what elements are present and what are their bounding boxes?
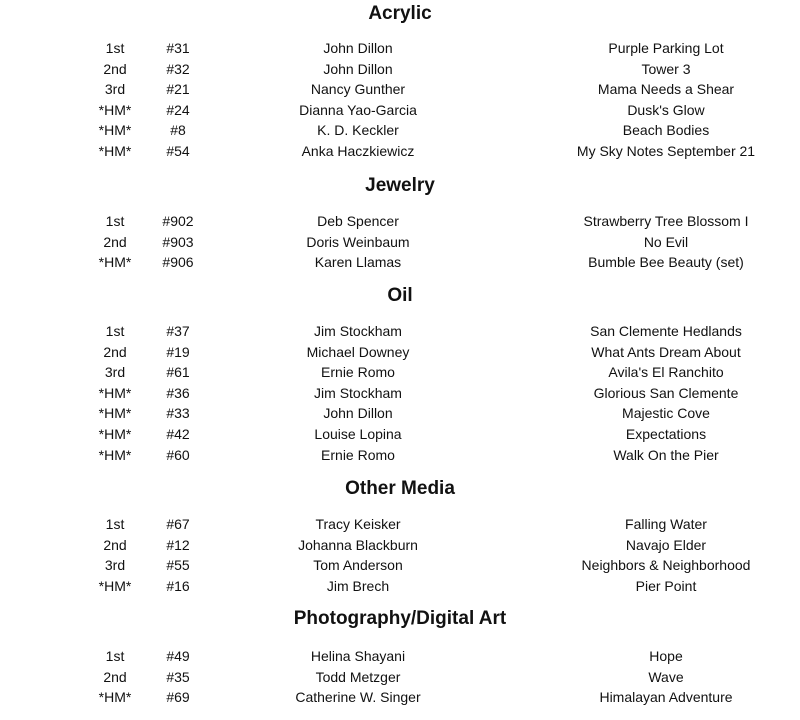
entry-number: #8: [170, 122, 186, 139]
entry-number: #42: [166, 425, 190, 442]
entry-number: #902: [162, 213, 194, 229]
place-label: 1st: [105, 323, 125, 339]
entry-row: [0, 667, 800, 688]
entry-row: [0, 59, 800, 80]
place-label: 1st: [105, 213, 125, 229]
entry-list: [0, 321, 800, 465]
entry-number: #54: [166, 142, 190, 159]
artist-name: Tom Anderson: [313, 557, 403, 574]
artwork-title: Mama Needs a Shear: [597, 81, 735, 98]
place-label: 3rd: [104, 364, 126, 381]
place-label: *HM*: [98, 254, 132, 271]
place-label: *HM*: [98, 384, 132, 401]
place-label: 1st: [105, 40, 125, 56]
artwork-title: Purple Parking Lot: [608, 40, 724, 56]
artist-name: Doris Weinbaum: [306, 233, 410, 250]
place-label: *HM*: [98, 101, 132, 118]
entry-row: [0, 321, 800, 342]
entry-row: [0, 100, 800, 121]
entry-row: [0, 252, 800, 273]
artist-name: Jim Stockham: [314, 384, 402, 401]
section-title: Other Media: [345, 478, 455, 499]
entry-number: #31: [166, 40, 190, 56]
entry-row: [0, 362, 800, 383]
place-label: 3rd: [104, 81, 126, 98]
artwork-title: Pier Point: [635, 577, 697, 594]
entry-number: #69: [166, 689, 190, 706]
artist-name: Todd Metzger: [315, 668, 401, 685]
entry-list: [0, 646, 800, 708]
artist-name: Michael Downey: [306, 343, 410, 360]
artwork-title: Dusk's Glow: [627, 101, 705, 118]
artwork-title: Wave: [648, 668, 684, 685]
artist-name: Deb Spencer: [317, 213, 399, 229]
entry-row: [0, 120, 800, 141]
entry-row: [0, 646, 800, 667]
artwork-title: No Evil: [643, 233, 689, 250]
entry-number: #33: [166, 405, 190, 422]
artwork-title: Himalayan Adventure: [599, 689, 733, 706]
place-label: *HM*: [98, 405, 132, 422]
entry-list: [0, 211, 800, 273]
artwork-title: Beach Bodies: [622, 122, 710, 139]
entry-number: #36: [166, 384, 190, 401]
entry-row: [0, 535, 800, 556]
entry-row: [0, 232, 800, 253]
entry-number: #16: [166, 577, 190, 594]
artwork-title: Tower 3: [641, 60, 691, 77]
place-label: 2nd: [103, 536, 127, 553]
artwork-title: My Sky Notes September 21: [576, 142, 756, 159]
artwork-title: Avila's El Ranchito: [608, 364, 724, 381]
place-label: 2nd: [103, 343, 127, 360]
artist-name: Anka Haczkiewicz: [301, 142, 415, 159]
entry-number: #21: [166, 81, 190, 98]
entry-row: [0, 555, 800, 576]
place-label: 1st: [105, 516, 125, 532]
entry-number: #35: [166, 668, 190, 685]
place-label: *HM*: [98, 425, 132, 442]
entry-row: [0, 445, 800, 466]
entry-number: #49: [166, 648, 190, 664]
artwork-title: Navajo Elder: [625, 536, 707, 553]
place-label: 2nd: [103, 60, 127, 77]
artist-name: Karen Llamas: [314, 254, 402, 271]
entry-list: [0, 38, 800, 162]
artist-name: John Dillon: [323, 60, 393, 77]
entry-number: #32: [166, 60, 190, 77]
entry-row: [0, 79, 800, 100]
place-label: *HM*: [98, 446, 132, 463]
entry-row: [0, 38, 800, 59]
artist-name: Jim Stockham: [314, 323, 402, 339]
place-label: 2nd: [103, 668, 127, 685]
entry-number: #55: [166, 557, 190, 574]
section-title: Jewelry: [365, 175, 435, 196]
place-label: *HM*: [98, 689, 132, 706]
artwork-title: What Ants Dream About: [591, 343, 741, 360]
artist-name: Johanna Blackburn: [298, 536, 418, 553]
place-label: 1st: [105, 648, 125, 664]
entry-number: #19: [166, 343, 190, 360]
entry-number: #61: [166, 364, 190, 381]
artist-name: K. D. Keckler: [317, 122, 399, 139]
entry-row: [0, 342, 800, 363]
artist-name: Dianna Yao-Garcia: [299, 101, 417, 118]
entry-number: #67: [166, 516, 190, 532]
artwork-title: Hope: [649, 648, 683, 664]
entry-number: #903: [162, 233, 194, 250]
artwork-title: Strawberry Tree Blossom I: [583, 213, 749, 229]
place-label: 2nd: [103, 233, 127, 250]
place-label: *HM*: [98, 577, 132, 594]
section-title: Acrylic: [368, 3, 432, 24]
entry-list: [0, 514, 800, 596]
entry-number: #24: [166, 101, 190, 118]
entry-row: [0, 687, 800, 708]
artist-name: Ernie Romo: [321, 364, 395, 381]
artist-name: Tracy Keisker: [315, 516, 401, 532]
artwork-title: Expectations: [625, 425, 707, 442]
entry-row: [0, 141, 800, 162]
entry-number: #12: [166, 536, 190, 553]
entry-row: [0, 424, 800, 445]
artwork-title: Bumble Bee Beauty (set): [588, 254, 744, 271]
artist-name: John Dillon: [323, 40, 393, 56]
entry-row: [0, 576, 800, 597]
artwork-title: San Clemente Hedlands: [590, 323, 742, 339]
entry-row: [0, 514, 800, 535]
artist-name: Louise Lopina: [314, 425, 402, 442]
entry-number: #37: [166, 323, 190, 339]
artwork-title: Walk On the Pier: [613, 446, 719, 463]
entry-row: [0, 383, 800, 404]
artist-name: Nancy Gunther: [310, 81, 406, 98]
artwork-title: Neighbors & Neighborhood: [581, 557, 751, 574]
entry-number: #906: [162, 254, 194, 271]
artist-name: John Dillon: [323, 405, 393, 422]
artist-name: Ernie Romo: [321, 446, 395, 463]
artwork-title: Majestic Cove: [622, 405, 710, 422]
entry-row: [0, 211, 800, 232]
entry-row: [0, 403, 800, 424]
artist-name: Helina Shayani: [310, 648, 406, 664]
section-title: Photography/Digital Art: [293, 608, 507, 629]
artwork-title: Falling Water: [625, 516, 707, 532]
place-label: 3rd: [104, 557, 126, 574]
artist-name: Catherine W. Singer: [295, 689, 421, 706]
section-title: Oil: [387, 285, 413, 306]
artwork-title: Glorious San Clemente: [593, 384, 739, 401]
entry-number: #60: [166, 446, 190, 463]
place-label: *HM*: [98, 122, 132, 139]
artist-name: Jim Brech: [326, 577, 390, 594]
place-label: *HM*: [98, 142, 132, 159]
